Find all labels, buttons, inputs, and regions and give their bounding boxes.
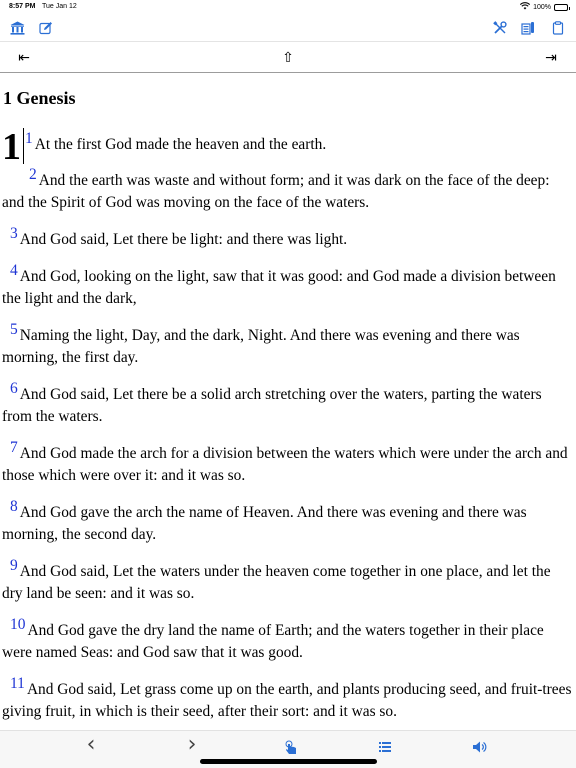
verse (2, 164, 574, 214)
verse-text: And the earth was waste and without form; and it was dark on the face of the deep: and the Spirit of God was moving on the face of the waters. (2, 172, 550, 211)
status-indicators (520, 2, 568, 12)
chapter-drop-number: 1 (2, 128, 24, 164)
forward-icon[interactable]: › (187, 731, 197, 757)
verse (2, 378, 574, 428)
verse-text: At the first God made the heaven and the earth. (34, 136, 327, 153)
library-icon[interactable] (9, 20, 25, 36)
verse-number[interactable]: 4 (10, 262, 18, 279)
verse (2, 260, 574, 310)
verse-text: And God said, Let there be light: and there was light. (19, 231, 348, 248)
verse-number[interactable]: 7 (10, 439, 18, 456)
up-button[interactable]: ⇧ (282, 50, 294, 66)
verse-text: And God, looking on the light, saw that it was good: and God made a division between the light and the dark, (2, 268, 556, 307)
verse (2, 223, 574, 251)
next-chapter-button[interactable]: ⇥ (545, 50, 557, 66)
home-indicator[interactable] (200, 759, 377, 764)
wifi-icon (520, 2, 530, 12)
verse-number[interactable]: 3 (10, 225, 18, 242)
verse-number[interactable]: 2 (29, 166, 37, 183)
copy-icon[interactable] (550, 20, 566, 36)
previous-chapter-button[interactable]: ⇤ (18, 50, 30, 66)
verse-text: And God said, Let the waters under the heaven come together in one place, and let the dry land be seen: and it was so. (2, 563, 551, 602)
verse (2, 555, 574, 605)
notes-icon[interactable] (520, 20, 536, 36)
battery-icon (554, 4, 568, 11)
battery-percent: 100% (533, 3, 551, 11)
verse-number[interactable]: 5 (10, 321, 18, 338)
tools-icon[interactable] (492, 20, 508, 36)
verse-number[interactable]: 8 (10, 498, 18, 515)
verse (2, 496, 574, 546)
verse-number[interactable]: 6 (10, 380, 18, 397)
verse-number[interactable]: 11 (10, 675, 25, 692)
back-icon[interactable]: ‹ (86, 731, 96, 757)
status-date: Tue Jan 12 (42, 3, 77, 10)
verse-text: And God made the arch for a division between the waters which were under the arch and those which were over it: and it was so. (2, 445, 568, 484)
verse-number[interactable]: 9 (10, 557, 18, 574)
verse (2, 126, 574, 168)
verse (2, 614, 574, 664)
status-bar (0, 0, 576, 14)
verse-list (2, 128, 574, 730)
verse-text: Naming the light, Day, and the dark, Night. And there was evening and there was morning, the first day. (2, 327, 520, 366)
verse (2, 673, 574, 723)
verse-text: And God gave the arch the name of Heaven. And there was evening and there was morning, the second day. (2, 504, 527, 543)
verse (2, 437, 574, 487)
verse (2, 319, 574, 369)
speaker-icon[interactable] (472, 739, 488, 755)
verse-text: And God said, Let there be a solid arch stretching over the waters, parting the waters from the waters. (2, 386, 542, 425)
chapter-title: 1 Genesis (3, 88, 76, 108)
list-icon[interactable] (377, 739, 393, 755)
top-toolbar (0, 14, 576, 42)
reading-pane[interactable] (0, 74, 576, 730)
chapter-nav-bar (0, 42, 576, 73)
verse-text: And God said, Let grass come up on the earth, and plants producing seed, and fruit-trees giving fruit, in which is their seed, after their sort: and it was so. (2, 681, 572, 720)
verse-number[interactable]: 10 (10, 616, 26, 633)
edit-icon[interactable] (38, 20, 54, 36)
status-time: 8:57 PM (9, 3, 36, 10)
verse-number[interactable]: 1 (25, 130, 33, 147)
tap-icon[interactable] (283, 739, 299, 755)
verse-text: And God gave the dry land the name of Earth; and the waters together in their place were named Seas: and God saw that it was good. (2, 622, 544, 661)
